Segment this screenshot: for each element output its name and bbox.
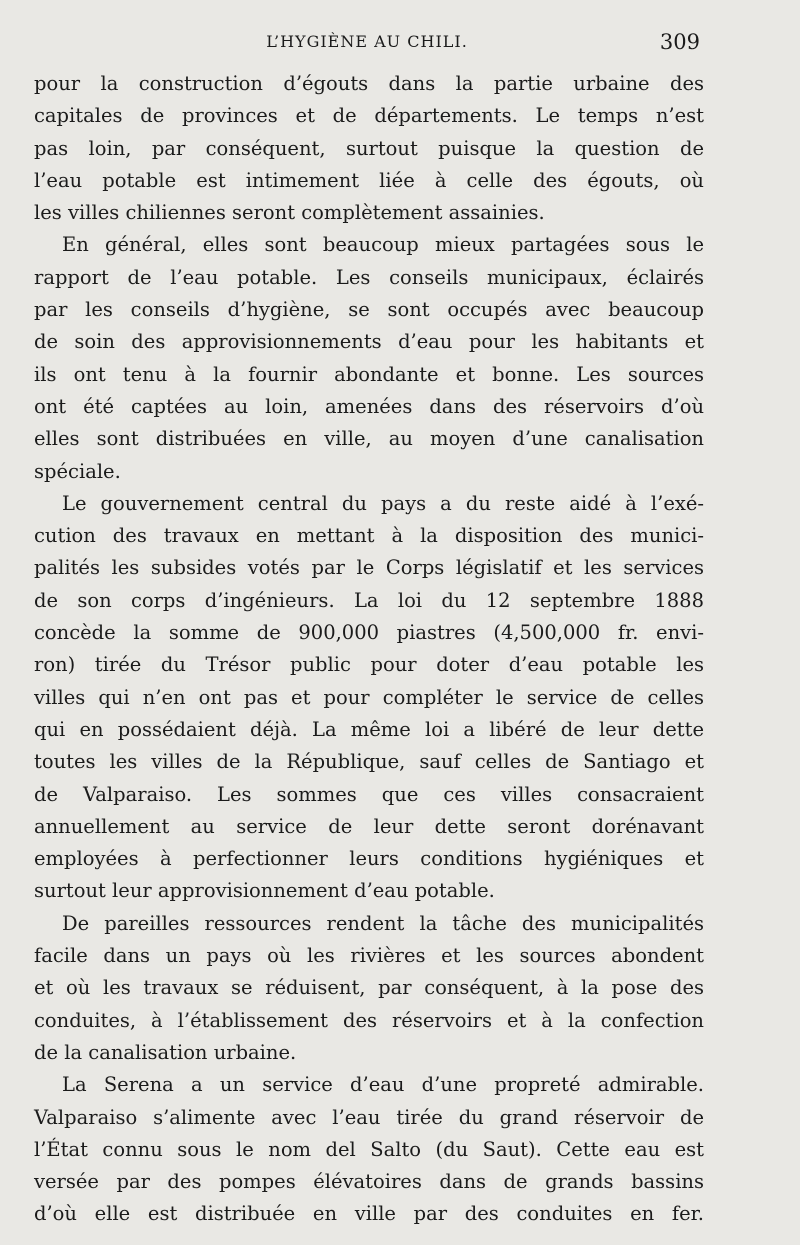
text-line: spéciale. (34, 459, 121, 483)
text-line: ils ont tenu à la fournir abondante et bonne. Les sources (34, 362, 704, 386)
text-line: l’État connu sous le nom del Salto (du Saut). Cette eau est (34, 1137, 704, 1161)
text-line: les villes chiliennes seront complètement assainies. (34, 201, 545, 225)
page-number: 309 (659, 30, 700, 54)
paragraph-sewers (34, 68, 704, 229)
text-line: cution des travaux en mettant à la disposition des munici- (34, 524, 704, 548)
text-line: villes qui n’en ont pas et pour compléter le service de celles (34, 685, 704, 709)
text-line: pour la construction d’égouts dans la partie urbaine des (34, 72, 704, 95)
text-line: l’eau potable est intimement liée à celle des égouts, où (34, 168, 704, 192)
text-line: conduites, à l’établissement des réservoirs et à la confection (34, 1008, 704, 1032)
running-title: L’HYGIÈNE AU CHILI. (266, 32, 468, 51)
text-line: qui en possédaient déjà. La même loi a libéré de leur dette (34, 717, 704, 741)
text-line: et où les travaux se réduisent, par conséquent, à la pose des (34, 976, 704, 1000)
text-line: elles sont distribuées en ville, au moyen d’une canalisation (34, 427, 704, 451)
text-line: ont été captées au loin, amenées dans des réservoirs d’où (34, 394, 704, 418)
paragraph-resources (34, 908, 704, 1069)
text-line: rapport de l’eau potable. Les conseils municipaux, éclairés (34, 265, 704, 289)
paragraph-drinking-water (34, 229, 704, 487)
text-line: versée par des pompes élévatoires dans de grands bassins (34, 1170, 704, 1194)
text-line: toutes les villes de la République, sauf celles de Santiago et (34, 750, 704, 774)
text-line: palités les subsides votés par le Corps législatif et les services (34, 556, 704, 580)
text-line: Le gouvernement central du pays a du reste aidé à l’exé- (62, 491, 704, 515)
text-line: de soin des approvisionnements d’eau pour les habitants et (34, 330, 704, 354)
body-text (34, 68, 704, 1231)
text-line: facile dans un pays où les rivières et les sources abondent (34, 944, 704, 968)
text-line: ron) tirée du Trésor public pour doter d’eau potable les (34, 653, 704, 677)
text-line: surtout leur approvisionnement d’eau potable. (34, 879, 495, 903)
text-line: capitales de provinces et de départements. Le temps n’est (34, 104, 704, 128)
text-line: par les conseils d’hygiène, se sont occupés avec beaucoup (34, 298, 704, 322)
text-line: employées à perfectionner leurs conditions hygiéniques et (34, 847, 704, 871)
paragraph-la-serena (34, 1069, 704, 1230)
text-line: annuellement au service de leur dette seront dorénavant (34, 814, 704, 838)
running-head (34, 30, 700, 64)
text-line: d’où elle est distribuée en ville par des conduites en fer. (34, 1202, 704, 1226)
paragraph-government (34, 488, 704, 908)
text-line: Valparaiso s’alimente avec l’eau tirée du grand réservoir de (34, 1105, 704, 1129)
text-line: concède la somme de 900,000 piastres (4,500,000 fr. envi- (34, 621, 704, 645)
text-line: En général, elles sont beaucoup mieux partagées sous le (62, 233, 704, 257)
text-line: La Serena a un service d’eau d’une propreté admirable. (62, 1073, 704, 1097)
text-line: pas loin, par conséquent, surtout puisque la question de (34, 136, 704, 160)
text-line: De pareilles ressources rendent la tâche des municipalités (62, 911, 704, 935)
text-line: de Valparaiso. Les sommes que ces villes consacraient (34, 782, 704, 806)
text-line: de la canalisation urbaine. (34, 1040, 297, 1064)
text-line: de son corps d’ingénieurs. La loi du 12 septembre 1888 (34, 588, 704, 612)
